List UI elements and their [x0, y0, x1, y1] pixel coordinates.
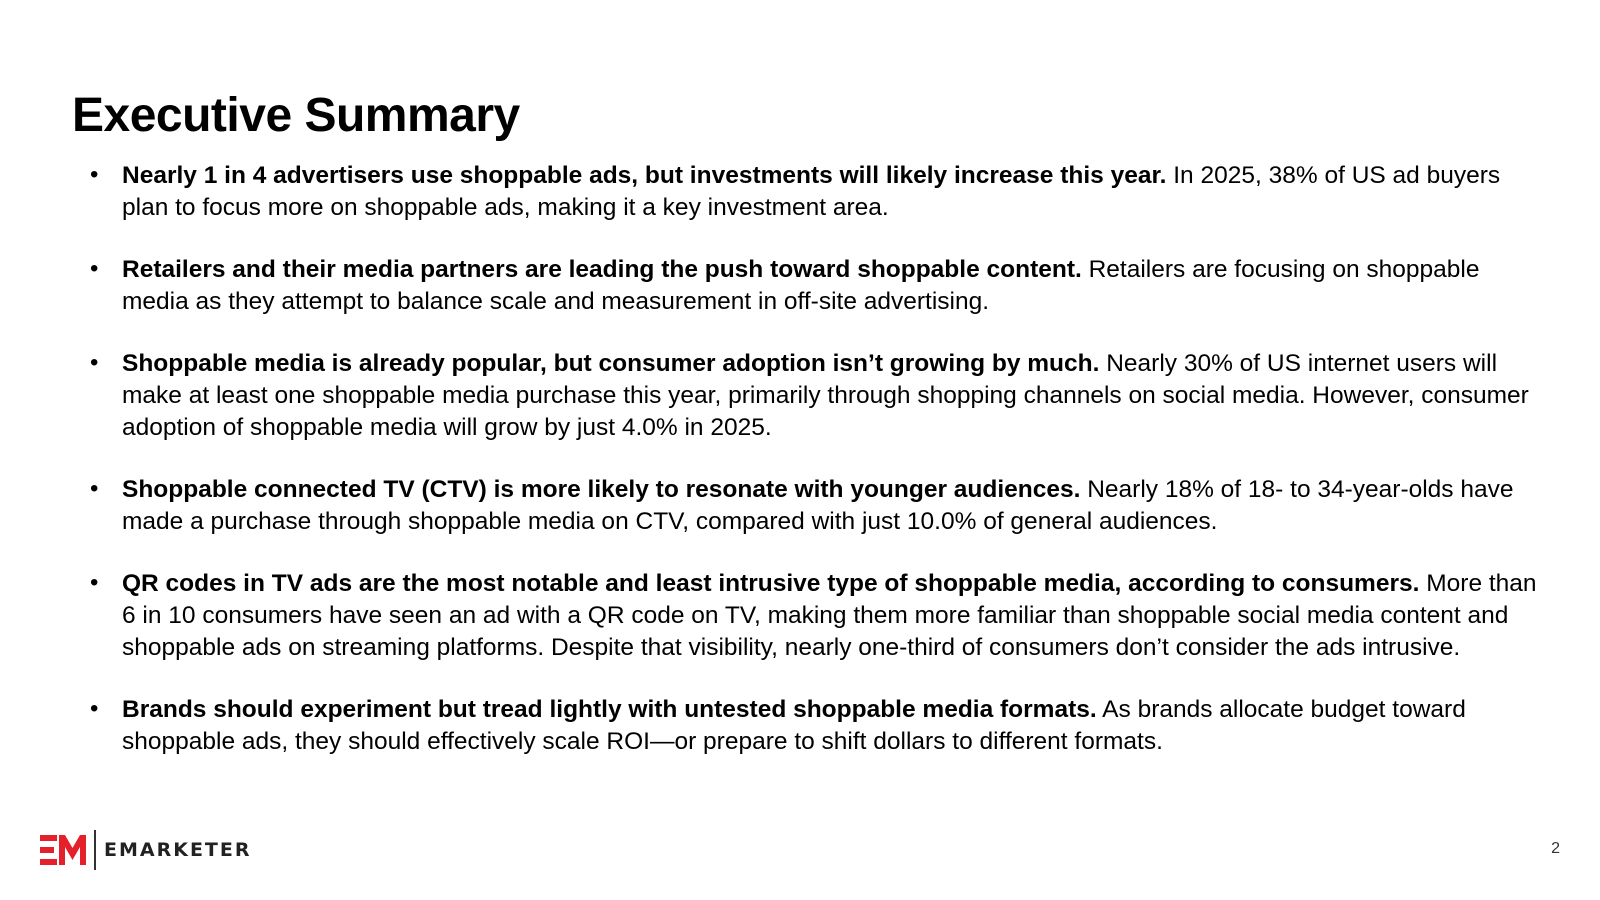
bullet-item — [90, 348, 1550, 444]
summary-bullet-list — [90, 160, 1550, 788]
bullet-icon: • — [90, 569, 99, 596]
bullet-icon: • — [90, 695, 99, 722]
bullet-item — [90, 160, 1550, 224]
bullet-text: Nearly 30% of US internet users will make at least one shoppable media purchase this year, primarily through shopping channels on social media. However, consumer adoption of shoppable media will grow by just 4.0% in 2025. — [122, 350, 1529, 441]
bullet-icon: • — [90, 475, 99, 502]
bullet-item — [90, 568, 1550, 664]
bullet-lead: Shoppable connected TV (CTV) is more likely to resonate with younger audiences. — [122, 476, 1081, 503]
bullet-icon: • — [90, 161, 99, 188]
bullet-item — [90, 254, 1550, 318]
bullet-lead: Retailers and their media partners are leading the push toward shoppable content. — [122, 256, 1082, 283]
bullet-lead: QR codes in TV ads are the most notable and least intrusive type of shoppable media, according to consumers. — [122, 570, 1420, 597]
em-logo-icon — [40, 835, 86, 865]
bullet-text: Nearly 18% of 18- to 34-year-olds have made a purchase through shoppable media on CTV, compared with just 10.0% of general audiences. — [122, 476, 1514, 535]
logo-wordmark: EMARKETER — [104, 839, 252, 861]
logo-divider — [94, 830, 96, 870]
bullet-text: In 2025, 38% of US ad buyers plan to focus more on shoppable ads, making it a key investment area. — [122, 162, 1501, 221]
page-number: 2 — [1551, 840, 1560, 857]
slide-title: Executive Summary — [72, 89, 520, 142]
bullet-text: As brands allocate budget toward shoppable ads, they should effectively scale ROI—or prepare to shift dollars to different formats. — [122, 696, 1466, 755]
bullet-text: More than 6 in 10 consumers have seen an ad with a QR code on TV, making them more familiar than shoppable social media content and shoppable ads on streaming platforms. Despite that visibility, nearly one-third of consumers don’t consider the ads intrusive. — [122, 570, 1537, 661]
bullet-lead: Nearly 1 in 4 advertisers use shoppable ads, but investments will likely increase this year. — [122, 162, 1167, 189]
bullet-lead: Brands should experiment but tread lightly with untested shoppable media formats. — [122, 696, 1097, 723]
bullet-item — [90, 474, 1550, 538]
bullet-item — [90, 694, 1550, 758]
bullet-icon: • — [90, 255, 99, 282]
bullet-icon: • — [90, 349, 99, 376]
bullet-lead: Shoppable media is already popular, but consumer adoption isn’t growing by much. — [122, 350, 1100, 377]
bullet-text: Retailers are focusing on shoppable media as they attempt to balance scale and measurement in off-site advertising. — [122, 256, 1480, 315]
emarketer-logo — [40, 830, 252, 870]
